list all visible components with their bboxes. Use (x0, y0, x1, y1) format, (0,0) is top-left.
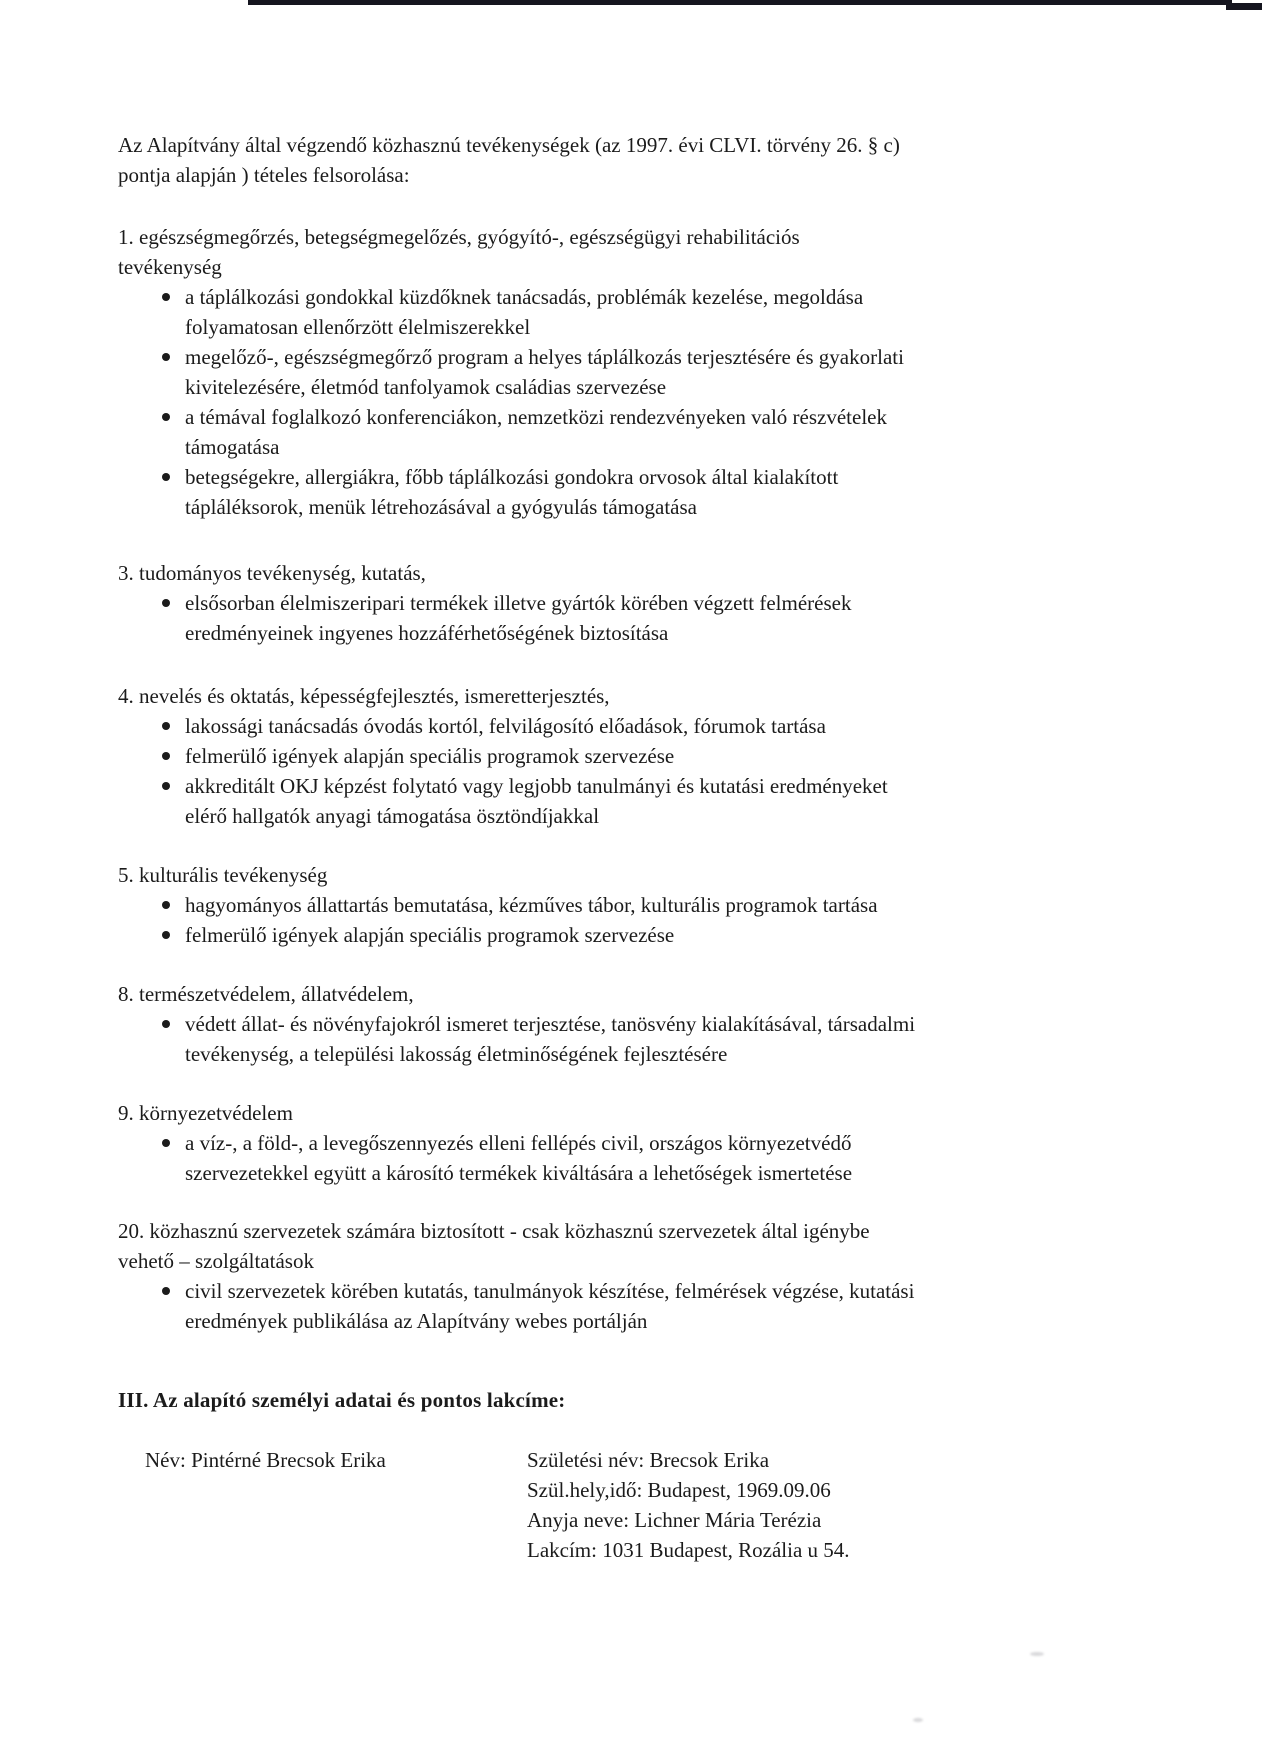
bullet-list (118, 890, 1048, 950)
section-heading-line: 9. környezetvédelem (118, 1101, 293, 1125)
section-1-health (118, 222, 1048, 522)
bullet-line: folyamatosan ellenőrzött élelmiszerekkel (185, 315, 531, 339)
section-heading-line: 5. kulturális tevékenység (118, 863, 328, 887)
bullet-list (118, 711, 1048, 831)
bullet-line: megelőző-, egészségmegőrző program a helyes táplálkozás terjesztésére és gyakorlati (185, 345, 904, 369)
scan-noise-smudge (913, 1718, 923, 1722)
section-heading (118, 1216, 1048, 1276)
founder-details (500, 1445, 850, 1565)
section-heading (118, 1098, 1048, 1128)
bullet-line: lakossági tanácsadás óvodás kortól, felvilágosító előadások, fórumok tartása (185, 714, 826, 738)
bullet-line: a víz-, a föld-, a levegőszennyezés elleni fellépés civil, országos környezetvédő (185, 1131, 852, 1155)
bullet-item (185, 342, 1048, 402)
founder-detail-line: Anyja neve: Lichner Mária Terézia (527, 1508, 822, 1532)
intro-line: pontja alapján ) tételes felsorolása: (118, 163, 410, 187)
section-8-nature-protection (118, 979, 1048, 1069)
bullet-list (118, 588, 1048, 648)
bullet-item (185, 890, 1048, 920)
founder-detail-line: Lakcím: 1031 Budapest, Rozália u 54. (527, 1538, 850, 1562)
bullet-line: betegségekre, allergiákra, főbb táplálkozási gondokra orvosok által kialakított (185, 465, 839, 489)
bullet-item (185, 1128, 1048, 1188)
bullet-item (185, 588, 1048, 648)
scan-artifact-top-bar (248, 0, 1232, 5)
section-heading-line: vehető – szolgáltatások (118, 1249, 314, 1273)
bullet-item (185, 741, 1048, 771)
scan-artifact-top-bar-right (1226, 3, 1262, 10)
bullet-line: hagyományos állattartás bemutatása, kézműves tábor, kulturális programok tartása (185, 893, 878, 917)
section-heading-line: 4. nevelés és oktatás, képességfejlesztés, ismeretterjesztés, (118, 684, 610, 708)
bullet-item (185, 771, 1048, 831)
bullet-item (185, 1276, 1048, 1336)
bullet-line: felmerülő igények alapján speciális programok szervezése (185, 744, 675, 768)
section-heading (118, 681, 1048, 711)
bullet-item (185, 1009, 1048, 1069)
bullet-list (118, 282, 1048, 522)
founder-name: Név: Pintérné Brecsok Erika (145, 1448, 386, 1472)
scan-noise-smudge (1030, 1652, 1044, 1656)
bullet-line: civil szervezetek körében kutatás, tanulmányok készítése, felmérések végzése, kutatási (185, 1279, 915, 1303)
bullet-line: felmerülő igények alapján speciális programok szervezése (185, 923, 675, 947)
section-heading (118, 558, 1048, 588)
bullet-line: szervezetekkel együtt a károsító termékek kiváltására a lehetőségek ismertetése (185, 1161, 853, 1185)
section-9-environment (118, 1098, 1048, 1188)
section-heading-line: 1. egészségmegőrzés, betegségmegelőzés, gyógyító-, egészségügyi rehabilitációs (118, 225, 800, 249)
section-heading (118, 860, 1048, 890)
founder-data-columns (118, 1445, 1048, 1565)
document-content (118, 130, 1048, 1565)
founder-detail-line: Szül.hely,idő: Budapest, 1969.09.06 (527, 1478, 831, 1502)
bullet-line: kivitelezésére, életmód tanfolyamok családias szervezése (185, 375, 667, 399)
bullet-line: eredmények publikálása az Alapítvány webes portálján (185, 1309, 648, 1333)
bullet-list (118, 1276, 1048, 1336)
bullet-line: eredményeinek ingyenes hozzáférhetőségének biztosítása (185, 621, 669, 645)
bullet-line: tápláléksorok, menük létrehozásával a gyógyulás támogatása (185, 495, 697, 519)
section-heading-line: tevékenység (118, 255, 222, 279)
founder-section-heading: III. Az alapító személyi adatai és pontos lakcíme: (118, 1388, 566, 1412)
bullet-list (118, 1009, 1048, 1069)
section-heading (118, 979, 1048, 1009)
section-4-education (118, 681, 1048, 831)
bullet-item (185, 711, 1048, 741)
bullet-line: a táplálkozási gondokkal küzdőknek tanácsadás, problémák kezelése, megoldása (185, 285, 864, 309)
bullet-line: a témával foglalkozó konferenciákon, nemzetközi rendezvényeken való részvételek (185, 405, 887, 429)
bullet-line: támogatása (185, 435, 280, 459)
bullet-line: akkreditált OKJ képzést folytató vagy legjobb tanulmányi és kutatási eredményeket (185, 774, 888, 798)
bullet-line: védett állat- és növényfajokról ismeret terjesztése, tanösvény kialakításával, társadalmi (185, 1012, 916, 1036)
bullet-item (185, 462, 1048, 522)
founder-detail-line: Születési név: Brecsok Erika (527, 1448, 770, 1472)
section-heading-line: 20. közhasznú szervezetek számára biztosított - csak közhasznú szervezetek által igénybe (118, 1219, 870, 1243)
section-heading-line: 3. tudományos tevékenység, kutatás, (118, 561, 426, 585)
intro-paragraph (118, 130, 1048, 190)
bullet-line: tevékenység, a települési lakosság életminőségének fejlesztésére (185, 1042, 728, 1066)
section-5-culture (118, 860, 1048, 950)
bullet-list (118, 1128, 1048, 1188)
intro-line: Az Alapítvány által végzendő közhasznú tevékenységek (az 1997. évi CLVI. törvény 26. § c) (118, 133, 900, 157)
bullet-line: elérő hallgatók anyagi támogatása ösztöndíjakkal (185, 804, 600, 828)
bullet-line: elsősorban élelmiszeripari termékek illetve gyártók körében végzett felmérések (185, 591, 852, 615)
bullet-item (185, 402, 1048, 462)
section-heading-line: 8. természetvédelem, állatvédelem, (118, 982, 414, 1006)
bullet-item (185, 282, 1048, 342)
section-heading (118, 222, 1048, 282)
bullet-item (185, 920, 1048, 950)
section-20-public-benefit-services (118, 1216, 1048, 1336)
section-3-science (118, 558, 1048, 648)
